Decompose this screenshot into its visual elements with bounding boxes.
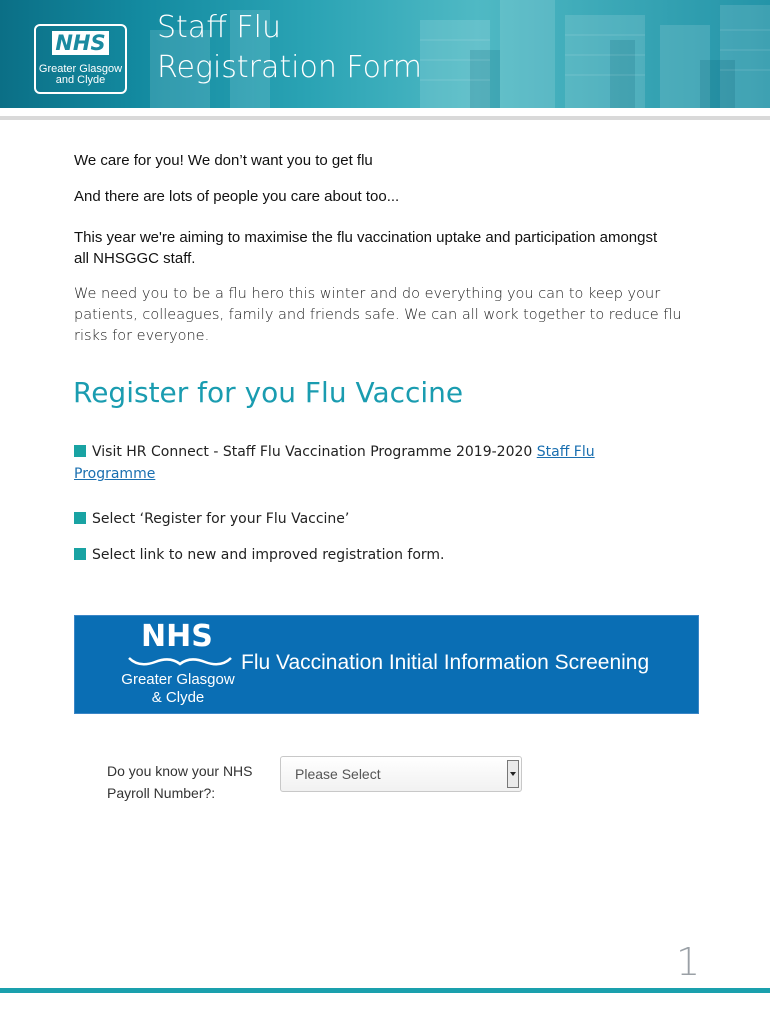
nhs-logo-wordmark: NHS [52, 31, 109, 55]
bullet-1-text: Visit HR Connect - Staff Flu Vaccination Programme 2019-2020 [92, 444, 537, 460]
question-line-2: Payroll Number?: [107, 785, 216, 801]
screening-form-banner [74, 615, 699, 714]
banner-title: Flu Vaccination Initial Information Screening [241, 651, 650, 674]
payroll-question-label [107, 760, 257, 804]
bullet-item-1 [74, 441, 674, 485]
page-number: 1 [676, 940, 701, 984]
intro-paragraph-1: We care for you! We don’t want you to get flu [74, 152, 373, 169]
intro-paragraph-4: We need you to be a flu hero this winter and do everything you can to keep your patients, colleagues, family and friends safe. We can all work together to reduce flu risks for everyone. [74, 286, 682, 344]
intro-paragraph-3: This year we're aiming to maximise the flu vaccination uptake and participation amongst all NHSGGC staff. [74, 229, 658, 267]
nhs-wave-icon [125, 652, 235, 670]
bullet-item-3 [74, 544, 674, 566]
title-line-2: Registration Form [157, 50, 422, 85]
banner-board-name [113, 671, 243, 707]
bullet-item-2 [74, 508, 674, 530]
nhs-logo-subtitle [36, 64, 125, 86]
page-title [157, 8, 422, 88]
header-divider [0, 116, 770, 120]
section-heading: Register for you Flu Vaccine [73, 376, 464, 409]
bullet-3-text: Select link to new and improved registration form. [92, 547, 445, 563]
nhs-logo [34, 24, 127, 94]
header-banner [0, 0, 770, 108]
footer-bar [0, 988, 770, 993]
banner-nhs-wordmark: NHS [141, 619, 213, 654]
payroll-known-select[interactable] [280, 756, 522, 792]
chevron-down-icon[interactable] [507, 760, 519, 788]
title-line-1: Staff Flu [157, 10, 281, 45]
banner-board-line-1: Greater Glasgow [121, 671, 235, 688]
banner-board-line-2: & Clyde [151, 689, 205, 706]
square-bullet-icon [74, 445, 86, 457]
square-bullet-icon [74, 548, 86, 560]
staff-flu-programme-link[interactable]: Staff Flu Programme [74, 444, 595, 482]
select-value: Please Select [295, 766, 381, 782]
question-line-1: Do you know your NHS [107, 763, 253, 779]
logo-line-1: Greater Glasgow [38, 63, 123, 75]
intro-paragraph-2: And there are lots of people you care about too... [74, 188, 400, 205]
logo-line-2: and Clyde [55, 74, 106, 86]
square-bullet-icon [74, 512, 86, 524]
bullet-2-text: Select ‘Register for your Flu Vaccine’ [92, 511, 350, 527]
